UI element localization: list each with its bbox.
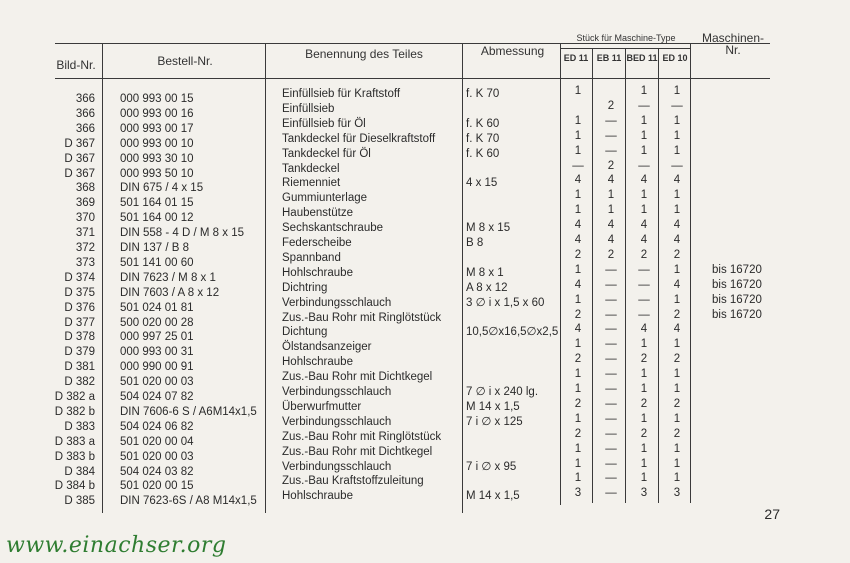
row-qty: — [638, 308, 650, 321]
row-bestell-nr: 501 164 01 15 [120, 197, 194, 210]
row-bild-nr: 370 [75, 212, 95, 225]
row-bild-nr: D 384 b [54, 480, 95, 493]
row-qty: 2 [673, 353, 681, 366]
row-bestell-nr: 000 993 00 10 [120, 137, 194, 150]
col-divider [625, 48, 626, 503]
row-abmessung: M 8 x 1 [466, 266, 504, 279]
row-qty: — [638, 99, 650, 112]
row-qty: 4 [574, 323, 582, 336]
row-bestell-nr: 501 020 00 03 [120, 450, 194, 463]
row-qty: 1 [673, 368, 681, 381]
row-qty: 4 [574, 278, 582, 291]
row-qty: — [605, 308, 617, 321]
row-qty: 2 [640, 353, 648, 366]
row-qty: 1 [640, 85, 648, 97]
row-bestell-nr: 504 024 03 82 [120, 465, 194, 478]
row-qty: 4 [640, 219, 648, 232]
row-qty: 2 [673, 427, 681, 440]
row-bild-nr: 366 [75, 93, 95, 105]
col-divider [102, 43, 103, 513]
row-abmessung: 7 ∅ i x 240 lg. [466, 386, 539, 398]
row-bild-nr: D 382 [64, 376, 95, 389]
row-qty: 4 [640, 323, 648, 336]
row-qty: 4 [673, 219, 681, 232]
row-bestell-nr: DIN 137 / B 8 [120, 242, 190, 254]
row-bild-nr: 369 [75, 197, 95, 210]
row-benennung: Hohlschraube [282, 266, 353, 279]
row-abmessung: 4 x 15 [466, 177, 498, 190]
row-maschinen-nr: bis 16720 [712, 308, 762, 321]
row-qty: 1 [640, 338, 648, 351]
header-abmessung: Abmessung [480, 44, 545, 58]
row-qty: 2 [574, 427, 582, 440]
row-abmessung: M 14 x 1,5 [466, 490, 520, 503]
row-benennung: Hohlschraube [282, 490, 353, 503]
row-qty: 1 [607, 189, 615, 202]
row-abmessung: A 8 x 12 [466, 281, 508, 294]
row-benennung: Zus.-Bau Rohr mit Ringlötstück [282, 311, 442, 324]
header-type-ed11: ED 11 [563, 53, 589, 63]
watermark-text: www.einachser.org [6, 533, 227, 558]
row-abmessung: f. K 60 [466, 147, 500, 160]
row-bild-nr: D 367 [64, 137, 95, 150]
row-qty: — [605, 383, 617, 395]
row-bild-nr: 372 [75, 242, 95, 254]
row-bestell-nr: 501 141 00 60 [120, 256, 194, 269]
row-qty: 1 [673, 472, 681, 485]
row-qty: 1 [574, 114, 582, 127]
row-qty: 1 [607, 204, 615, 217]
row-qty: — [605, 338, 617, 351]
row-qty: 2 [607, 248, 615, 261]
row-bild-nr: D 377 [64, 316, 95, 329]
header-maschinen-nr: Maschinen- Nr. [701, 31, 765, 57]
row-benennung: Federscheibe [282, 237, 352, 249]
row-abmessung: M 8 x 15 [466, 222, 511, 235]
row-qty: — [605, 368, 617, 381]
row-qty: 4 [607, 174, 615, 187]
row-qty: 3 [673, 487, 681, 500]
row-bild-nr: D 367 [64, 152, 95, 165]
row-qty: 2 [607, 159, 615, 172]
row-qty: 2 [574, 397, 582, 410]
row-qty: — [605, 293, 617, 306]
row-qty: 1 [673, 144, 681, 157]
row-qty: — [605, 278, 617, 291]
row-qty: 2 [574, 248, 582, 261]
row-benennung: Zus.-Bau Kraftstoffzuleitung [282, 475, 424, 488]
header-bestell-nr: Bestell-Nr. [157, 54, 213, 68]
table-header-rule [55, 78, 770, 79]
row-qty: 2 [640, 248, 648, 261]
row-qty: 1 [574, 472, 582, 485]
col-divider [462, 43, 463, 513]
row-qty: 1 [673, 129, 681, 142]
row-benennung: Tankdeckel für Dieselkraftstoff [282, 132, 436, 145]
row-bild-nr: 366 [75, 122, 95, 135]
header-type-eb11: EB 11 [596, 53, 622, 63]
row-bestell-nr: 000 993 30 10 [120, 152, 194, 165]
row-qty: — [605, 323, 617, 336]
row-qty: 2 [574, 353, 582, 366]
row-qty: 3 [574, 487, 582, 500]
page-number: 27 [764, 506, 780, 522]
row-benennung: Dichtring [282, 281, 328, 294]
col-divider [560, 43, 561, 505]
row-qty: 1 [640, 129, 648, 142]
table-top-rule [55, 43, 770, 44]
row-qty: 1 [673, 383, 681, 395]
row-qty: 1 [574, 189, 582, 202]
header-benennung: Benennung des Teiles [305, 47, 423, 61]
row-maschinen-nr: bis 16720 [712, 293, 762, 306]
row-qty: 1 [673, 189, 681, 202]
row-benennung: Verbindungsschlauch [282, 296, 392, 309]
header-bild-nr: Bild-Nr. [56, 58, 96, 72]
row-bestell-nr: DIN 7603 / A 8 x 12 [120, 286, 220, 299]
row-abmessung: 10,5∅x16,5∅x2,5 [466, 326, 559, 339]
row-bestell-nr: DIN 7606-6 S / A6M14x1,5 [120, 405, 257, 418]
row-qty: — [605, 353, 617, 366]
row-qty: 2 [640, 427, 648, 440]
row-benennung: Dichtung [282, 326, 328, 339]
row-bild-nr: D 382 b [54, 405, 95, 418]
row-qty: — [605, 114, 617, 127]
row-benennung: Ölstandsanzeiger [282, 341, 372, 354]
row-benennung: Gummiunterlage [282, 192, 368, 205]
row-qty: — [572, 159, 584, 172]
row-qty: — [638, 159, 650, 172]
row-qty: 4 [640, 234, 648, 246]
col-divider [658, 48, 659, 503]
row-qty: 4 [574, 174, 582, 187]
row-bild-nr: 366 [75, 107, 95, 120]
row-bild-nr: D 367 [64, 167, 95, 180]
row-benennung: Zus.-Bau Rohr mit Ringlötstück [282, 430, 442, 443]
row-abmessung: B 8 [466, 237, 484, 249]
row-qty: 1 [574, 293, 582, 306]
row-qty: — [671, 99, 683, 112]
row-bild-nr: D 375 [64, 286, 95, 299]
row-qty: 1 [574, 412, 582, 425]
row-bestell-nr: 504 024 07 82 [120, 391, 194, 403]
row-qty: — [605, 487, 617, 500]
row-benennung: Tankdeckel für Öl [282, 147, 371, 160]
row-qty: 2 [607, 99, 615, 112]
row-benennung: Riemenniet [282, 177, 341, 190]
row-qty: 4 [673, 234, 681, 246]
row-bild-nr: 371 [75, 227, 95, 240]
row-bild-nr: D 383 [64, 420, 95, 433]
row-qty: 1 [574, 338, 582, 351]
row-bild-nr: D 384 [64, 465, 95, 478]
row-qty: 1 [640, 189, 648, 202]
row-maschinen-nr: bis 16720 [712, 278, 762, 291]
row-bild-nr: D 378 [64, 331, 95, 344]
row-bestell-nr: 501 020 00 04 [120, 435, 194, 448]
col-divider [690, 43, 691, 503]
row-bestell-nr: 000 993 00 16 [120, 107, 194, 120]
row-qty: 2 [673, 397, 681, 410]
row-abmessung: f. K 70 [466, 88, 500, 100]
row-qty: 2 [673, 248, 681, 261]
row-qty: 1 [673, 263, 681, 276]
row-bestell-nr: 501 020 00 15 [120, 480, 194, 493]
row-qty: 2 [640, 397, 648, 410]
row-qty: 1 [673, 204, 681, 217]
row-qty: — [638, 293, 650, 306]
row-benennung: Einfüllsieb für Kraftstoff [282, 88, 401, 100]
row-qty: 1 [640, 383, 648, 395]
row-qty: 4 [673, 278, 681, 291]
row-qty: 1 [673, 293, 681, 306]
row-qty: — [638, 278, 650, 291]
row-qty: 1 [640, 204, 648, 217]
row-qty: 1 [640, 144, 648, 157]
row-bestell-nr: 000 990 00 91 [120, 361, 194, 374]
row-bestell-nr: 500 020 00 28 [120, 316, 194, 329]
col-divider [265, 43, 266, 513]
col-divider [592, 48, 593, 503]
row-benennung: Verbindungsschlauch [282, 415, 392, 428]
row-bild-nr: D 383 a [54, 435, 95, 448]
row-qty: 1 [640, 457, 648, 470]
row-qty: 1 [574, 263, 582, 276]
row-bestell-nr: DIN 675 / 4 x 15 [120, 182, 204, 195]
row-bild-nr: D 383 b [54, 450, 95, 463]
row-bestell-nr: 000 993 00 31 [120, 346, 194, 359]
row-benennung: Zus.-Bau Rohr mit Dichtkegel [282, 445, 433, 458]
row-bild-nr: 368 [75, 182, 95, 195]
row-qty: — [605, 412, 617, 425]
row-qty: — [605, 472, 617, 485]
row-benennung: Einfüllsieb [282, 102, 335, 115]
row-benennung: Verbindungsschlauch [282, 460, 392, 473]
header-type-bed11: BED 11 [626, 53, 658, 63]
row-bild-nr: 373 [75, 256, 95, 269]
row-abmessung: 7 i ∅ x 95 [466, 460, 517, 473]
row-qty: 1 [673, 442, 681, 455]
row-qty: 1 [640, 472, 648, 485]
row-qty: — [605, 144, 617, 157]
row-bestell-nr: 501 020 00 03 [120, 376, 194, 389]
row-benennung: Hohlschraube [282, 356, 353, 369]
row-qty: 3 [640, 487, 648, 500]
row-qty: — [605, 397, 617, 410]
row-qty: 1 [640, 114, 648, 127]
row-qty: 1 [574, 204, 582, 217]
row-qty: — [605, 457, 617, 470]
row-benennung: Überwurfmutter [282, 400, 362, 413]
row-benennung: Tankdeckel [282, 162, 340, 175]
row-bestell-nr: 504 024 06 82 [120, 420, 194, 433]
row-qty: 1 [574, 129, 582, 142]
row-qty: 1 [673, 412, 681, 425]
row-benennung: Zus.-Bau Rohr mit Dichtkegel [282, 371, 433, 384]
row-benennung: Verbindungsschlauch [282, 386, 392, 398]
row-abmessung: M 14 x 1,5 [466, 400, 520, 413]
row-bestell-nr: 000 997 25 01 [120, 331, 194, 344]
row-qty: 1 [673, 338, 681, 351]
row-bestell-nr: DIN 7623 / M 8 x 1 [120, 271, 216, 284]
row-qty: 2 [574, 308, 582, 321]
row-qty: — [671, 159, 683, 172]
row-qty: 2 [673, 308, 681, 321]
row-benennung: Sechskantschraube [282, 222, 384, 235]
row-qty: — [638, 263, 650, 276]
row-qty: 1 [574, 85, 582, 97]
row-bestell-nr: 501 024 01 81 [120, 301, 194, 314]
row-abmessung: f. K 70 [466, 132, 500, 145]
row-bild-nr: D 379 [64, 346, 95, 359]
row-bild-nr: D 381 [64, 361, 95, 374]
row-abmessung: 3 ∅ i x 1,5 x 60 [466, 296, 545, 309]
row-abmessung: 7 i ∅ x 125 [466, 415, 523, 428]
row-qty: — [605, 129, 617, 142]
row-bestell-nr: 000 993 00 15 [120, 93, 194, 105]
row-qty: 1 [673, 457, 681, 470]
row-benennung: Haubenstütze [282, 207, 353, 220]
row-qty: — [605, 263, 617, 276]
row-bild-nr: D 382 a [54, 391, 95, 403]
row-qty: 4 [574, 219, 582, 232]
row-bestell-nr: 000 993 00 17 [120, 122, 194, 135]
row-qty: 1 [574, 383, 582, 395]
row-qty: 1 [574, 457, 582, 470]
row-qty: 4 [607, 219, 615, 232]
row-qty: — [605, 442, 617, 455]
row-qty: 1 [574, 144, 582, 157]
row-bestell-nr: DIN 7623-6S / A8 M14x1,5 [120, 495, 257, 508]
row-qty: 4 [673, 174, 681, 187]
row-qty: 1 [640, 442, 648, 455]
row-qty: 1 [640, 412, 648, 425]
row-bild-nr: D 374 [64, 271, 95, 284]
row-qty: 1 [673, 114, 681, 127]
row-qty: 1 [574, 368, 582, 381]
row-abmessung: f. K 60 [466, 117, 500, 130]
row-qty: — [605, 427, 617, 440]
row-bestell-nr: DIN 558 - 4 D / M 8 x 15 [120, 227, 244, 240]
row-qty: 1 [574, 442, 582, 455]
row-bestell-nr: 000 993 50 10 [120, 167, 194, 180]
row-qty: 1 [673, 85, 681, 97]
row-benennung: Einfüllsieb für Öl [282, 117, 366, 130]
row-bild-nr: D 385 [64, 495, 95, 508]
header-type-ed10: ED 10 [662, 53, 688, 63]
row-bild-nr: D 376 [64, 301, 95, 314]
row-qty: 4 [574, 234, 582, 246]
row-benennung: Spannband [282, 251, 341, 264]
row-qty: 1 [640, 368, 648, 381]
row-qty: 4 [673, 323, 681, 336]
row-bestell-nr: 501 164 00 12 [120, 212, 194, 225]
row-qty: 4 [607, 234, 615, 246]
header-stueck: Stück für Maschine-Type [576, 33, 676, 43]
row-qty: 4 [640, 174, 648, 187]
row-maschinen-nr: bis 16720 [712, 263, 762, 276]
